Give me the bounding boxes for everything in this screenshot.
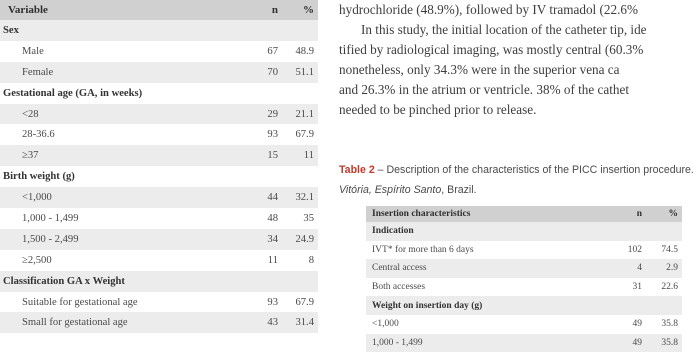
right-column	[339, 0, 699, 196]
body-paragraph	[339, 0, 699, 120]
category-row	[0, 271, 318, 292]
row-n: 70	[267, 66, 278, 78]
row-label: 1,000 - 1,499	[22, 212, 79, 224]
row-label: Gestational age (GA, in weeks)	[3, 87, 143, 99]
row-label: <1,000	[372, 319, 399, 330]
paragraph-line: In this study, the initial location of the catheter tip, ide	[361, 22, 647, 37]
table-1-header	[0, 0, 318, 20]
row-label: Female	[22, 66, 54, 78]
table-row	[0, 104, 318, 125]
row-label: ≥37	[22, 150, 39, 162]
column-header-percent: %	[303, 4, 314, 16]
row-percent: 24.9	[295, 233, 314, 245]
row-label: 28-36.6	[22, 129, 55, 141]
category-row	[0, 83, 318, 104]
row-label: Suitable for gestational age	[22, 296, 138, 308]
row-percent: 31.4	[295, 317, 314, 329]
paragraph-line: hydrochloride (48.9%), followed by IV tramadol (22.6%	[339, 2, 638, 17]
row-percent: 51.1	[295, 66, 314, 78]
row-label: 1,500 - 2,499	[22, 233, 79, 245]
column-header-insertion-characteristics: Insertion characteristics	[372, 209, 471, 219]
row-label: <28	[22, 108, 39, 120]
table-row	[0, 208, 318, 229]
column-header-n: n	[271, 4, 278, 16]
row-percent: 67.9	[295, 296, 314, 308]
row-percent: 11	[303, 150, 314, 162]
row-percent: 67.9	[295, 129, 314, 141]
row-percent: 2.9	[666, 263, 678, 274]
row-n: 67	[267, 45, 278, 57]
row-n: 43	[267, 317, 278, 329]
row-n: 102	[627, 244, 642, 255]
table-row	[0, 292, 318, 313]
row-percent: 35.8	[661, 337, 678, 348]
table-row	[0, 41, 318, 62]
category-row	[366, 222, 682, 241]
column-header-n: n	[636, 209, 642, 219]
row-n: 29	[267, 108, 278, 120]
caption-place: Vitória, Espírito Santo	[339, 184, 442, 196]
table-row	[0, 250, 318, 271]
row-label: ≥2,500	[22, 254, 52, 266]
table-2	[366, 206, 682, 352]
paragraph-line: nonetheless, only 34.3% were in the superior vena ca	[339, 62, 620, 77]
row-percent: 21.1	[295, 108, 314, 120]
table-row	[0, 187, 318, 208]
row-n: 48	[267, 212, 278, 224]
row-label: Both accesses	[372, 282, 426, 293]
row-n: 11	[267, 254, 278, 266]
table-row	[366, 241, 682, 260]
table-2-caption	[339, 160, 699, 200]
row-percent: 35	[303, 212, 314, 224]
caption-label: Table 2	[339, 164, 375, 176]
table-row	[366, 315, 682, 334]
row-n: 93	[267, 129, 278, 141]
row-label: Indication	[372, 226, 414, 237]
row-label: Sex	[3, 24, 19, 36]
row-n: 93	[267, 296, 278, 308]
row-label: Weight on insertion day (g)	[372, 300, 483, 311]
column-header-percent: %	[668, 209, 678, 219]
row-n: 15	[267, 150, 278, 162]
table-row	[366, 259, 682, 278]
category-row	[0, 166, 318, 187]
table-row	[0, 124, 318, 145]
table-1-body	[0, 20, 318, 333]
row-n: 31	[632, 282, 642, 293]
table-row	[0, 312, 318, 333]
row-label: <1,000	[22, 192, 52, 204]
row-n: 49	[632, 319, 642, 330]
table-row	[366, 278, 682, 297]
row-label: IVT* for more than 6 days	[372, 244, 474, 255]
row-label: Male	[22, 45, 44, 57]
paragraph-line: and 26.3% in the atrium or ventricle. 38% of the cathet	[339, 82, 630, 97]
caption-suffix: , Brazil.	[441, 184, 477, 196]
row-n: 34	[267, 233, 278, 245]
table-2-body	[366, 222, 682, 352]
row-percent: 8	[308, 254, 314, 266]
row-percent: 74.5	[661, 244, 678, 255]
row-label: Small for gestational age	[22, 317, 128, 329]
row-percent: 32.1	[295, 192, 314, 204]
paragraph-line: tified by radiological imaging, was mostly central (60.3%	[339, 42, 644, 57]
row-percent: 35.8	[661, 319, 678, 330]
row-label: Classification GA x Weight	[3, 275, 125, 287]
category-row	[366, 296, 682, 315]
row-n: 4	[637, 263, 642, 274]
table-row	[0, 145, 318, 166]
row-label: 1,000 - 1,499	[372, 337, 423, 348]
table-2-header	[366, 206, 682, 222]
row-percent: 48.9	[295, 45, 314, 57]
column-header-variable: Variable	[8, 4, 48, 16]
row-label: Birth weight (g)	[3, 171, 75, 183]
row-label: Central access	[372, 263, 427, 274]
row-n: 44	[267, 192, 278, 204]
row-n: 49	[632, 337, 642, 348]
table-1	[0, 0, 318, 333]
paragraph-line: needed to be pinched prior to release.	[339, 102, 537, 117]
table-row	[0, 229, 318, 250]
table-row	[0, 62, 318, 83]
table-row	[366, 334, 682, 352]
category-row	[0, 20, 318, 41]
row-percent: 22.6	[661, 282, 678, 293]
caption-text: – Description of the characteristics of the PICC insertion procedure.	[374, 164, 694, 176]
